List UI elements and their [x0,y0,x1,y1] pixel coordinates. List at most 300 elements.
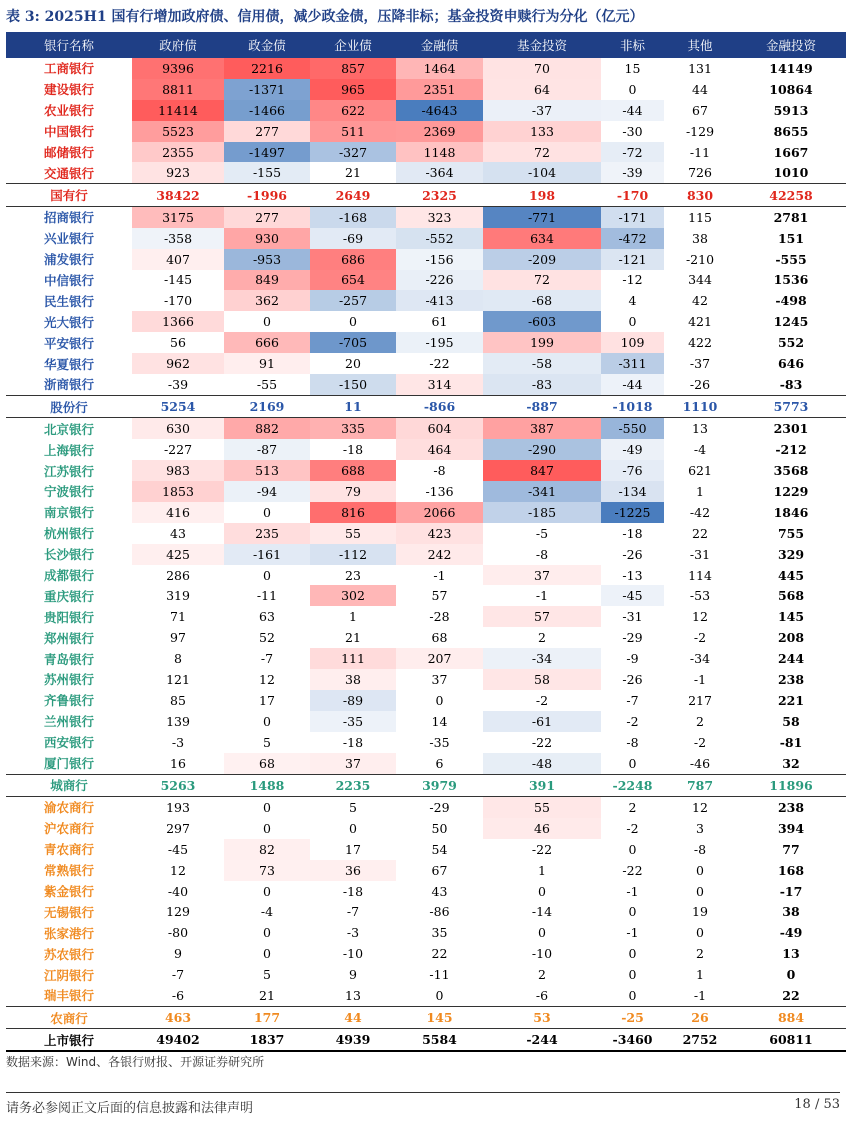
value-cell: -1 [626,883,639,899]
value-cell: -2 [626,820,639,836]
bank-name: 农业银行 [43,103,94,119]
value-cell: -290 [483,439,601,460]
value-cell: 85 [170,692,186,708]
table-row [6,797,846,818]
table-row [6,985,846,1006]
value-cell: 0 [538,925,546,941]
value-cell: 2355 [132,142,224,163]
value-cell: 5 [349,799,357,815]
bank-name: 兴业银行 [43,231,94,247]
value-cell: -18 [342,734,364,750]
value-cell: 407 [132,249,224,270]
value-cell: 5523 [132,121,224,142]
value-cell: 15 [624,60,641,76]
value-cell: 55 [310,523,396,544]
value-cell: 217 [688,692,712,708]
value-cell: 21 [224,985,310,1006]
table-row [6,627,846,648]
footer-disclaimer: 请务必参阅正文后面的信息披露和法律声明 [6,1101,254,1116]
value-cell: 115 [688,209,712,225]
value-cell: -171 [601,206,664,227]
table-row [6,753,846,774]
value-cell: 422 [688,335,712,351]
table-row [6,502,846,523]
summary-value: 787 [664,774,736,797]
value-cell: 0 [628,841,637,857]
table-row [6,79,846,100]
value-cell: -34 [483,648,601,669]
bank-name: 江阴银行 [43,967,94,983]
value-cell: 0 [628,314,637,330]
value-cell: -76 [601,460,664,481]
value-cell: 1 [349,609,357,625]
value-cell: 52 [259,630,275,646]
value-cell: 621 [688,463,712,479]
value-cell: 14 [431,713,448,729]
value-cell: -83 [483,374,601,395]
value-cell: -46 [664,753,736,774]
value-cell: 11414 [132,100,224,121]
value-cell: 513 [224,460,310,481]
value-cell: 44 [692,81,708,97]
financial-investment-total: 238 [777,671,805,687]
value-cell: 0 [349,314,357,330]
table-row [6,439,846,460]
bank-name: 北京银行 [43,421,94,437]
value-cell: 37 [483,565,601,586]
value-cell: 70 [483,58,601,79]
value-cell: 17 [259,692,275,708]
column-header: 金融债 [396,32,483,58]
value-cell: -35 [429,734,450,750]
value-cell: -195 [396,332,483,353]
value-cell: 0 [696,883,704,899]
summary-value: -1996 [224,184,310,207]
value-cell: -86 [429,904,450,920]
bank-name: 上海银行 [43,442,94,458]
column-header: 企业债 [310,32,396,58]
column-header: 政府债 [132,32,224,58]
value-cell: 2216 [224,58,310,79]
value-cell: 207 [396,648,483,669]
footer-divider [6,1092,840,1093]
bank-name: 渝农商行 [43,800,94,816]
value-cell: 0 [263,925,271,941]
financial-investment-total: 1846 [773,504,809,520]
financial-investment-total: 32 [736,753,846,774]
table-row [6,206,846,227]
value-cell: 43 [170,525,186,541]
value-cell: -58 [483,353,601,374]
bank-name: 平安银行 [43,335,94,351]
value-cell: 72 [483,142,601,163]
value-cell: -11 [689,144,711,160]
bank-name: 杭州银行 [43,526,94,542]
summary-value: -887 [483,395,601,418]
value-cell: -161 [224,544,310,565]
value-cell: 55 [483,797,601,818]
summary-value: 198 [483,184,601,207]
value-cell: 54 [431,841,448,857]
value-cell: 277 [224,206,310,227]
table-row [6,732,846,753]
value-cell: -8 [626,734,639,750]
value-cell: -53 [689,588,711,604]
value-cell: 72 [483,270,601,291]
value-cell: -4 [260,904,274,920]
bank-name: 沪农商行 [43,821,94,837]
value-cell: -1497 [224,142,310,163]
value-cell: 8811 [132,79,224,100]
value-cell: 297 [166,820,190,836]
summary-value: -170 [601,184,664,207]
value-cell: 857 [310,58,396,79]
value-cell: 2351 [396,79,483,100]
value-cell: 849 [224,270,310,291]
bank-name: 青农商行 [43,842,94,858]
value-cell: -94 [224,481,310,502]
value-cell: 2 [538,967,546,983]
value-cell: 882 [224,418,310,439]
value-cell: 0 [263,314,271,330]
value-cell: 688 [310,460,396,481]
value-cell: 22 [692,525,708,541]
value-cell: 666 [224,332,310,353]
value-cell: 199 [483,332,601,353]
financial-investment-total: -81 [779,734,803,750]
bank-name: 成都银行 [43,568,94,584]
value-cell: 19 [692,904,708,920]
bank-name: 南京银行 [43,505,94,521]
value-cell: 1 [538,862,546,878]
value-cell: 235 [224,523,310,544]
bank-name: 招商银行 [43,210,94,226]
financial-investment-total: 14149 [769,60,813,76]
value-cell: 13 [692,421,708,437]
value-cell: -1371 [224,79,310,100]
value-cell: 1464 [396,58,483,79]
financial-investment-total: 238 [777,799,805,815]
value-cell: -31 [689,546,711,562]
group-name: 城商行 [6,774,132,797]
value-cell: 73 [224,860,310,881]
bank-name: 瑞丰银行 [6,985,132,1006]
table-body [6,58,846,1051]
financial-investment-total: 1667 [773,144,809,160]
value-cell: -705 [310,332,396,353]
financial-investment-total: -555 [775,251,807,267]
value-cell: 12 [692,799,708,815]
table-row [6,860,846,881]
financial-investment-total: -83 [736,374,846,395]
table-row [6,460,846,481]
value-cell: 0 [538,883,546,899]
value-cell: -311 [601,353,664,374]
value-cell: -39 [601,162,664,183]
table-row [6,100,846,121]
financial-investment-total: 145 [777,609,805,625]
value-cell: -134 [601,481,664,502]
summary-value: 38422 [132,184,224,207]
value-cell: 0 [263,799,271,815]
bank-name: 紫金银行 [43,884,94,899]
bank-name: 长沙银行 [43,547,94,563]
table-title: 表 3: 2025H1 国有行增加政府债、信用债，减少政金债，压降非标；基金投资申赎行为分化（亿元） [6,9,644,25]
value-cell: 923 [132,162,224,183]
value-cell: 847 [483,460,601,481]
value-cell: -89 [310,690,396,711]
value-cell: 965 [310,79,396,100]
value-cell: 21 [345,630,361,646]
value-cell: -45 [601,585,664,606]
value-cell: 0 [263,567,271,583]
value-cell: 2369 [396,121,483,142]
value-cell: 22 [431,946,448,962]
summary-value: 11 [310,395,396,418]
value-cell: 1366 [132,311,224,332]
value-cell: -170 [163,293,193,309]
financial-investment-total: 1010 [736,162,846,183]
value-cell: -145 [163,272,193,288]
summary-value: 2325 [396,184,483,207]
value-cell: -8 [535,546,549,562]
summary-value: -866 [396,395,483,418]
value-cell: 8 [174,651,182,667]
value-cell: 109 [601,332,664,353]
financial-investment-total: 329 [777,546,805,562]
value-cell: 68 [224,753,310,774]
total-value: 60811 [736,1029,846,1051]
bank-name: 无锡银行 [43,904,94,920]
value-cell: 67 [692,102,708,118]
value-cell: 12 [692,609,708,625]
value-cell: 114 [688,567,712,583]
value-cell: -42 [689,504,711,520]
value-cell: 71 [170,609,186,625]
table-row [6,332,846,353]
table-row [6,249,846,270]
value-cell: -40 [167,883,189,899]
table-row [6,711,846,732]
value-cell: 0 [601,985,664,1006]
value-cell: 5 [263,967,271,983]
value-cell: 9 [349,967,357,983]
value-cell: 816 [310,502,396,523]
financial-investment-total: 10864 [769,81,813,97]
value-cell: -771 [483,206,601,227]
table-row [6,585,846,606]
column-header: 银行名称 [6,32,132,58]
value-cell: 319 [166,588,190,604]
table-row [6,690,846,711]
value-cell: -341 [483,481,601,502]
value-cell: 67 [431,862,448,878]
value-cell: -44 [601,374,664,395]
value-cell: 1853 [132,481,224,502]
value-cell: 335 [310,418,396,439]
total-value: 2752 [664,1029,736,1051]
value-cell: -11 [256,588,278,604]
financial-investment-total: 151 [777,230,805,246]
financial-investment-total: 755 [777,525,805,541]
value-cell: 23 [345,567,361,583]
financial-investment-total: 568 [777,588,805,604]
value-cell: -30 [622,123,643,139]
value-cell: -69 [310,228,396,249]
value-cell: -1 [433,567,446,583]
value-cell: 2 [538,630,546,646]
value-cell: 133 [483,121,601,142]
value-cell: 421 [688,314,712,330]
bank-name: 浙商银行 [6,374,132,395]
value-cell: -209 [483,249,601,270]
financial-investment-total: 77 [782,841,800,857]
bank-name: 重庆银行 [43,588,94,604]
column-header: 基金投资 [483,32,601,58]
value-cell: -472 [601,228,664,249]
column-header: 政金债 [224,32,310,58]
bank-name: 常熟银行 [43,863,94,879]
value-cell: -257 [310,290,396,311]
table-row [6,311,846,332]
summary-value: 145 [396,1006,483,1029]
value-cell: -22 [429,356,450,372]
value-cell: -4 [693,442,707,458]
value-cell: 57 [431,588,448,604]
value-cell: -413 [396,290,483,311]
financial-investment-total: 22 [736,985,846,1006]
total-value: 4939 [310,1029,396,1051]
bank-name: 苏农银行 [43,946,94,962]
value-cell: -8 [693,841,707,857]
summary-value: 5263 [132,774,224,797]
value-cell: 38 [692,230,708,246]
value-cell: 0 [396,985,483,1006]
value-cell: -68 [483,290,601,311]
value-cell: 3175 [132,206,224,227]
value-cell: 20 [345,356,361,372]
value-cell: 1 [696,483,704,499]
value-cell: 387 [483,418,601,439]
value-cell: -13 [622,567,643,583]
financial-investment-total: 8655 [773,123,809,139]
summary-value: 2169 [224,395,310,418]
table-row [6,418,846,439]
value-cell: 983 [132,460,224,481]
value-cell: 0 [601,753,664,774]
table-row [6,648,846,669]
value-cell: -26 [622,546,643,562]
value-cell: 12 [170,862,186,878]
column-header: 非标 [601,32,664,58]
value-cell: 64 [483,79,601,100]
summary-value: 177 [224,1006,310,1029]
value-cell: 37 [310,753,396,774]
value-cell: 277 [224,121,310,142]
value-cell: -136 [425,483,454,499]
value-cell: -104 [483,162,601,183]
bank-name: 齐鲁银行 [43,693,94,709]
value-cell: -45 [167,841,189,857]
value-cell: -112 [310,544,396,565]
value-cell: -8 [433,463,446,479]
financial-investment-total: 168 [777,862,805,878]
value-cell: 0 [696,862,704,878]
value-cell: 3 [696,820,704,836]
summary-value: 53 [483,1006,601,1029]
value-cell: -4643 [396,100,483,121]
bank-name: 兰州银行 [43,714,94,730]
value-cell: -227 [163,442,193,458]
bank-name: 中信银行 [43,272,94,288]
value-cell: 9 [174,946,182,962]
financial-investment-total: 221 [777,692,805,708]
bank-name: 邮储银行 [43,145,94,160]
table-row [6,839,846,860]
value-cell: 0 [628,967,637,983]
value-cell: 0 [696,925,704,941]
value-cell: -6 [132,985,224,1006]
table-row [6,669,846,690]
value-cell: 0 [628,904,637,920]
value-cell: 36 [310,860,396,881]
value-cell: -1 [693,671,707,687]
value-cell: 139 [166,713,190,729]
value-cell: 604 [396,418,483,439]
value-cell: -18 [622,525,643,541]
group-summary-row [6,1006,846,1029]
value-cell: 131 [688,60,712,76]
value-cell: -18 [342,442,364,458]
value-cell: 323 [396,206,483,227]
summary-value: -25 [601,1006,664,1029]
value-cell: 1 [696,967,704,983]
value-cell: 930 [224,228,310,249]
bank-name: 青岛银行 [43,651,94,667]
value-cell: 511 [310,121,396,142]
group-summary-row [6,184,846,207]
financial-investment-total: 445 [777,567,805,583]
table-row [6,523,846,544]
value-cell: -49 [601,439,664,460]
summary-value: 11896 [736,774,846,797]
total-label: 上市银行 [6,1029,132,1051]
value-cell: -72 [601,142,664,163]
column-header: 其他 [664,32,736,58]
value-cell: 63 [259,609,275,625]
value-cell: -2 [693,630,707,646]
bank-name: 贵阳银行 [43,609,94,625]
value-cell: 57 [483,606,601,627]
value-cell: -1 [664,985,736,1006]
value-cell: 56 [170,335,186,351]
table-row [6,162,846,183]
value-cell: -358 [132,228,224,249]
summary-value: 1110 [664,395,736,418]
value-cell: 286 [166,567,190,583]
financial-investment-total: 0 [786,967,796,983]
bank-investment-table [6,32,846,1052]
value-cell: -61 [483,711,601,732]
value-cell: 50 [431,820,448,836]
value-cell: 61 [431,314,448,330]
value-cell: -39 [132,374,224,395]
group-name: 股份行 [6,395,132,418]
value-cell: 46 [483,818,601,839]
table-header-row [6,32,846,58]
value-cell: 97 [170,630,186,646]
value-cell: -1 [626,925,639,941]
